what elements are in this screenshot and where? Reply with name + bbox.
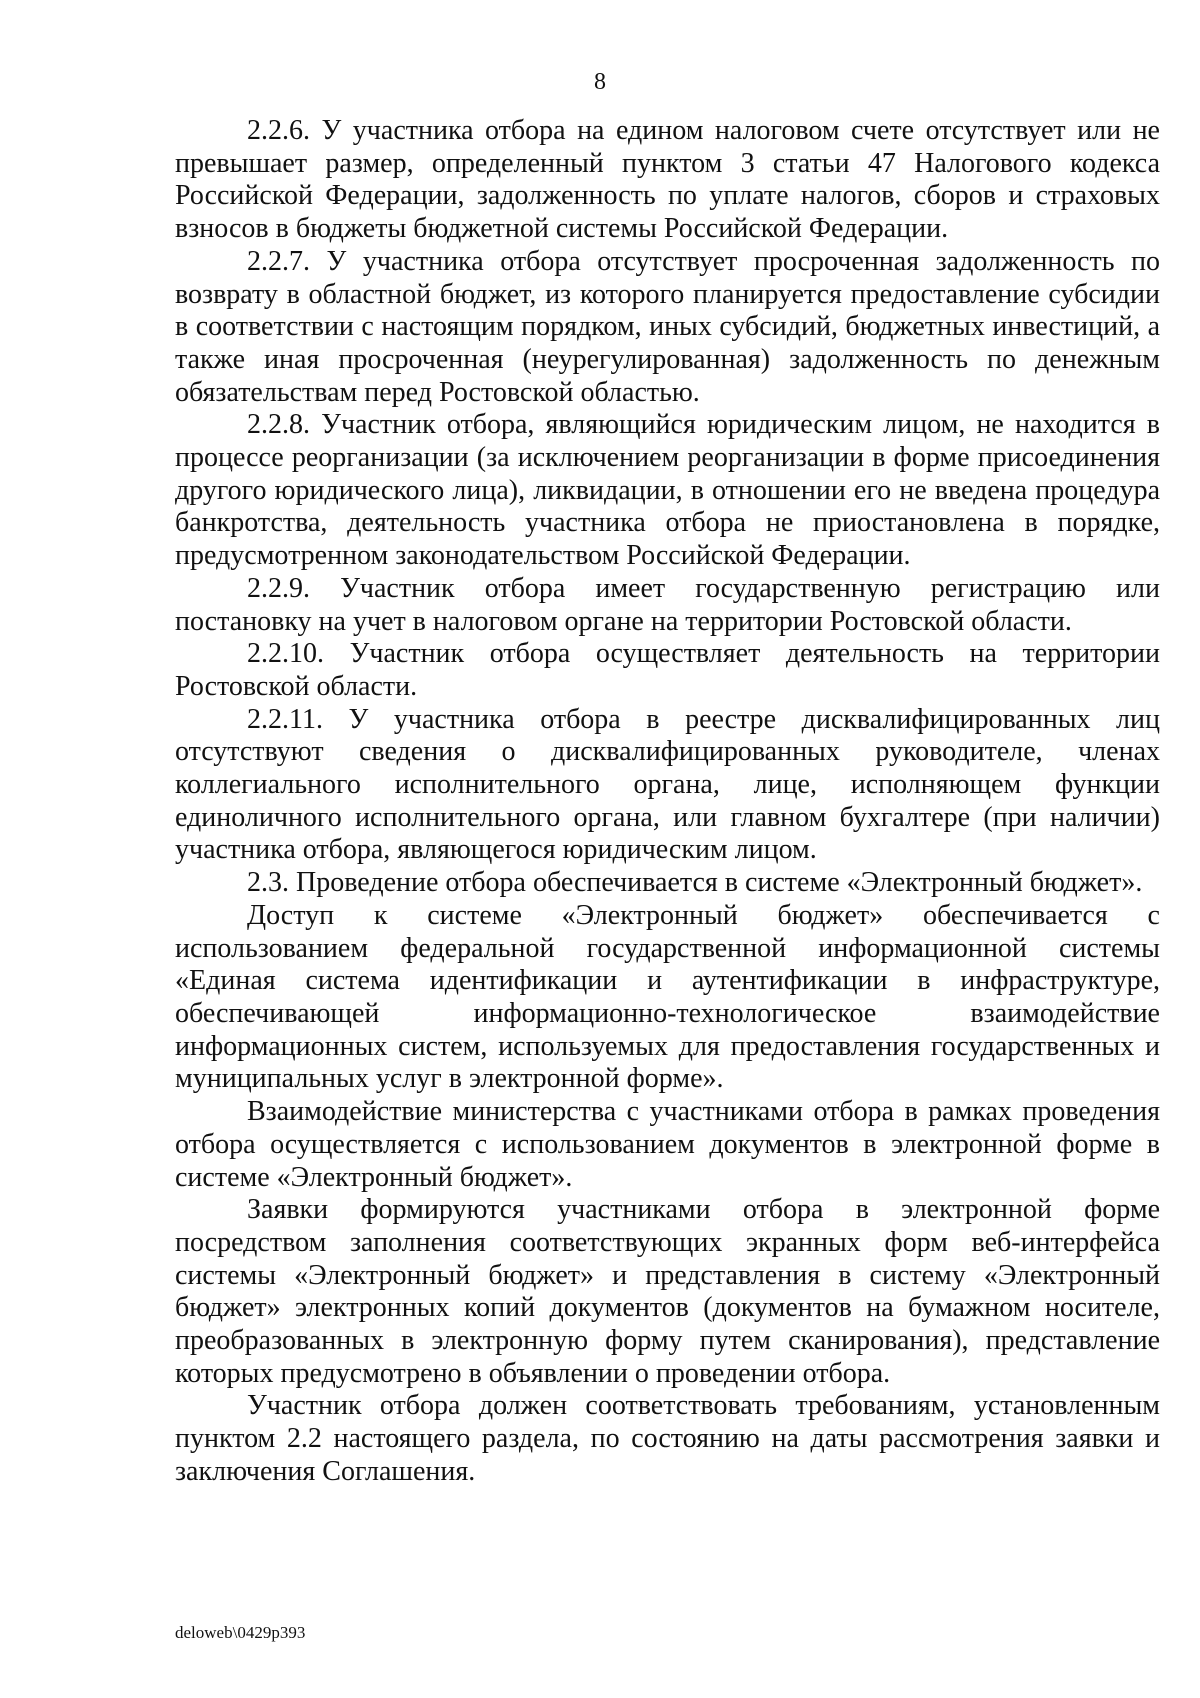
paragraph-2-2-6: 2.2.6. У участника отбора на едином налоговом счете отсутствует или не превышает размер, определенный пунктом 3 статьи 47 Налогового кодекса Российской Федерации, задолженность по уплате налогов, сборов и страховых взносов в бюджеты бюджетной системы Российской Федерации. [175, 115, 1160, 245]
paragraph-2-3: 2.3. Проведение отбора обеспечивается в системе «Электронный бюджет». [247, 867, 1143, 899]
paragraph-interaction: Взаимодействие министерства с участниками отбора в рамках проведения отбора осуществляется с использованием документов в электронной форме в системе «Электронный бюджет». [175, 1096, 1160, 1193]
document-body [175, 115, 1160, 1489]
page-number: 8 [594, 69, 606, 95]
paragraph-2-2-8: 2.2.8. Участник отбора, являющийся юридическим лицом, не находится в процессе реорганизации (за исключением реорганизации в форме присоединения другого юридического лица), ликвидации, в отношении его не введена процедура банкротства, деятельность участника отбора не приостановлена в порядке, предусмотренном законодательством Российской Федерации. [175, 409, 1160, 572]
paragraph-requirements: Участник отбора должен соответствовать требованиям, установленным пунктом 2.2 настоящего раздела, по состоянию на даты рассмотрения заявки и заключения Соглашения. [175, 1390, 1160, 1487]
paragraph-2-2-7: 2.2.7. У участника отбора отсутствует просроченная задолженность по возврату в областной бюджет, из которого планируется предоставление субсидии в соответствии с настоящим порядком, иных субсидий, бюджетных инвестиций, а также иная просроченная (неурегулированная) задолженность по денежным обязательствам перед Ростовской областью. [175, 245, 1160, 408]
paragraph-access: Доступ к системе «Электронный бюджет» обеспечивается с использованием федеральной государственной информационной системы «Единая система идентификации и аутентификации в инфраструктуре, обеспечивающей информационно-технологическое взаимодействие информационных систем, используемых для предоставления государственных и муниципальных услуг в электронной форме». [175, 899, 1160, 1095]
paragraph-applications: Заявки формируются участниками отбора в электронной форме посредством заполнения соответствующих экранных форм веб-интерфейса системы «Электронный бюджет» и представления в систему «Электронный бюджет» электронных копий документов (документов на бумажном носителе, преобразованных в электронную форму путем сканирования), представление которых предусмотрено в объявлении о проведении отбора. [175, 1194, 1160, 1389]
paragraph-2-2-11: 2.2.11. У участника отбора в реестре дисквалифицированных лиц отсутствуют сведения о дисквалифицированных руководителе, членах коллегиального исполнительного органа, лице, исполняющем функции единоличного исполнительного органа, или главном бухгалтере (при наличии) участника отбора, являющегося юридическим лицом. [175, 703, 1160, 866]
paragraph-2-2-9: 2.2.9. Участник отбора имеет государственную регистрацию или постановку на учет в налоговом органе на территории Ростовской области. [175, 572, 1160, 637]
document-code: deloweb\0429p393 [175, 1623, 306, 1642]
paragraph-2-2-10: 2.2.10. Участник отбора осуществляет деятельность на территории Ростовской области. [175, 638, 1160, 702]
